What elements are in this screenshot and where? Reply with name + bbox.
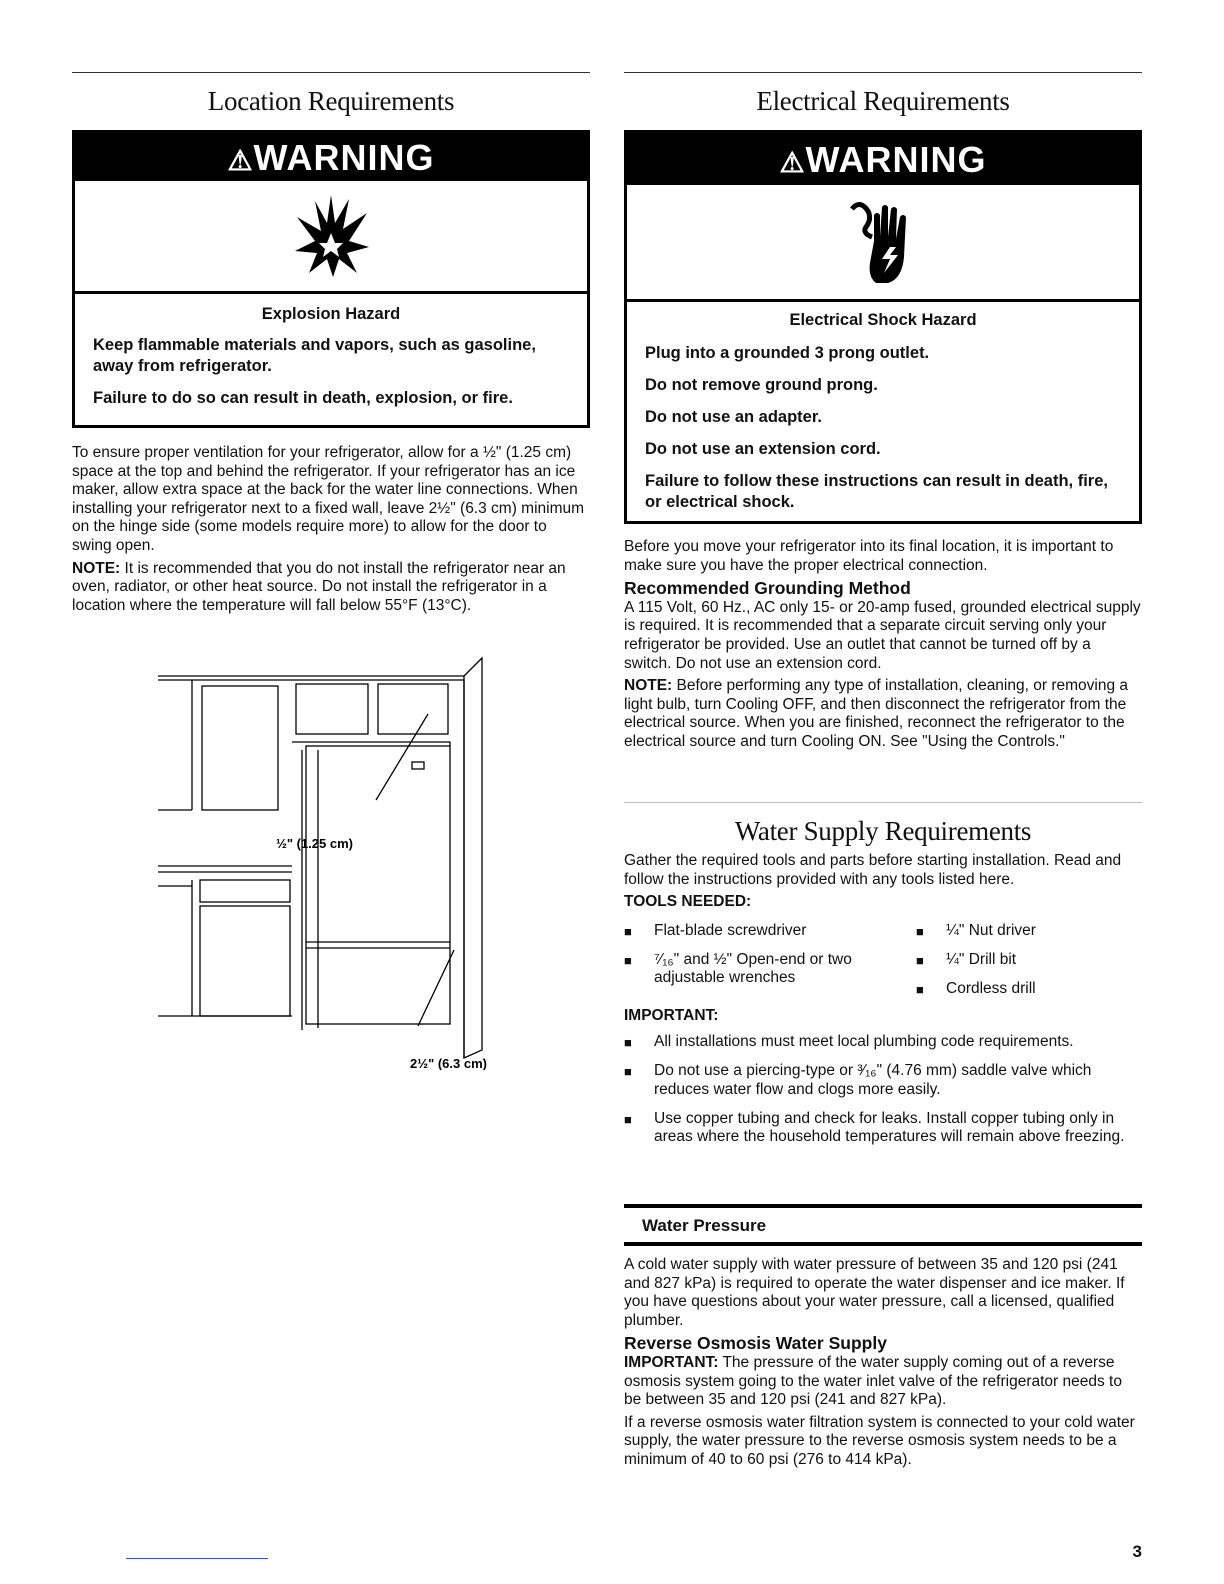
water-pressure-text (624, 1256, 1142, 1474)
top-rule (72, 72, 590, 73)
list-item: ■ Use copper tubing and check for leaks. Install copper tubing only in areas where the household temperatures will remain above freezing. (624, 1109, 1125, 1146)
location-text (72, 444, 590, 619)
warning-header: ⚠WARNING (627, 133, 1139, 185)
warning-body (75, 294, 587, 426)
pressure-paragraph: A cold water supply with water pressure of between 35 and 120 psi (241 and 827 kPa) is required to operate the water dispenser and ice maker. If you have questions about your water pressure, call a licensed, qualified plumber. (624, 1256, 1125, 1329)
hazard-title: Electrical Shock Hazard (789, 311, 977, 329)
shock-warning-box (624, 130, 1142, 524)
electrical-intro: Before you move your refrigerator into its final location, it is important to make sure you have the proper electrical connection. (624, 538, 1114, 574)
water-pressure-rule-top (624, 1204, 1142, 1208)
list-item: ■ All installations must meet local plumbing code requirements. (624, 1033, 1074, 1051)
important-label: IMPORTANT: (624, 1006, 719, 1024)
warning-line: Failure to follow these instructions can result in death, fire, or electrical shock. (645, 472, 1108, 511)
refrigerator-clearance-diagram (152, 650, 512, 1070)
list-item: ■ Cordless drill (916, 979, 1036, 997)
tools-needed-label: TOOLS NEEDED: (624, 893, 752, 911)
grounding-title: Recommended Grounding Method (624, 578, 911, 599)
water-intro: Gather the required tools and parts before starting installation. Read and follow the instructions provided with any tools listed here. (624, 852, 1122, 888)
explosion-warning-box (72, 130, 590, 428)
ventilation-paragraph: To ensure proper ventilation for your refrigerator, allow for a ½" (1.25 cm) space at the top and behind the refrigerator. If your refrigerator has an ice maker, allow extra space at the back for the water line connections. When installing your refrigerator next to a fixed wall, leave 2½" (6.3 cm) minimum on the hinge side (some models require more) to allow for the door to swing open. (72, 444, 585, 554)
page-number: 3 (1132, 1542, 1142, 1561)
top-rule (624, 72, 1142, 73)
water-supply-title: Water Supply Requirements (734, 816, 1032, 846)
explosion-icon (75, 181, 587, 294)
ro-paragraph: IMPORTANT: The pressure of the water supply coming out of a reverse osmosis system going to the water inlet valve of the refrigerator needs to be between 35 and 120 psi (241 and 827 kPa). (624, 1353, 1122, 1409)
list-item: ■ Flat-blade screwdriver (624, 921, 807, 939)
warning-line: Failure to do so can result in death, explosion, or fire. (93, 389, 513, 407)
grounding-text: A 115 Volt, 60 Hz., AC only 15- or 20-amp fused, grounded electrical supply is required. It is recommended that a separate circuit serving only your refrigerator be provided. Use an outlet that cannot be turned off by a switch. Do not use an extension cord. (624, 598, 1141, 672)
list-item: ■ ¼" Drill bit (916, 950, 1017, 968)
ro-paragraph-2: If a reverse osmosis water filtration system is connected to your cold water supply, the water pressure to the reverse osmosis system needs to be a minimum of 40 to 60 psi (276 to 414 kPa). (624, 1413, 1135, 1468)
location-requirements-title: Location Requirements (207, 86, 455, 116)
list-item: ■ Do not use a piercing-type or ³⁄₁₆" (4.76 mm) saddle valve which reduces water flow and clogs more easily. (624, 1062, 1092, 1098)
warning-line: Plug into a grounded 3 prong outlet. (645, 344, 930, 362)
warning-body (627, 302, 1139, 530)
electric-shock-hand-icon (627, 185, 1139, 302)
hazard-title: Explosion Hazard (261, 305, 401, 323)
warning-triangle-icon: ⚠ (227, 145, 254, 176)
water-pressure-title: Water Pressure (642, 1216, 767, 1235)
warning-line: Keep flammable materials and vapors, such as gasoline, away from refrigerator. (93, 336, 536, 375)
tools-list (624, 922, 1142, 999)
clearance-label-bottom: 2½" (6.3 cm) (410, 1056, 487, 1070)
bottom-underline (126, 1558, 268, 1559)
warning-line: Do not remove ground prong. (645, 376, 878, 394)
warning-line: Do not use an extension cord. (645, 440, 881, 458)
list-item: ■ ⁷⁄₁₆" and ½" Open-end or two adjustable wrenches (624, 950, 852, 987)
note-paragraph: NOTE: Before performing any type of installation, cleaning, or removing a light bulb, turn Cooling OFF, and then disconnect the refrigerator from the electrical source. When you are finished, reconnect the refrigerator to the electrical source and turn Cooling ON. See "Using the Controls." (624, 677, 1128, 750)
warning-line: Do not use an adapter. (645, 408, 822, 426)
warning-triangle-icon: ⚠ (779, 147, 806, 178)
water-pressure-rule-bottom (624, 1242, 1142, 1246)
note-paragraph: NOTE: It is recommended that you do not install the refrigerator near an oven, radiator, or other heat source. Do not install the refrigerator in a location where the temperature will fall below 55°F (13°C). (72, 559, 566, 614)
electrical-requirements-title: Electrical Requirements (756, 86, 1010, 116)
electrical-text (624, 538, 1142, 756)
water-supply-text (624, 852, 1142, 1147)
section-divider (624, 802, 1142, 803)
warning-header: ⚠WARNING (75, 133, 587, 181)
clearance-label-top: ½" (1.25 cm) (276, 836, 353, 851)
list-item: ■ ¼" Nut driver (916, 921, 1036, 939)
reverse-osmosis-title: Reverse Osmosis Water Supply (624, 1333, 887, 1354)
